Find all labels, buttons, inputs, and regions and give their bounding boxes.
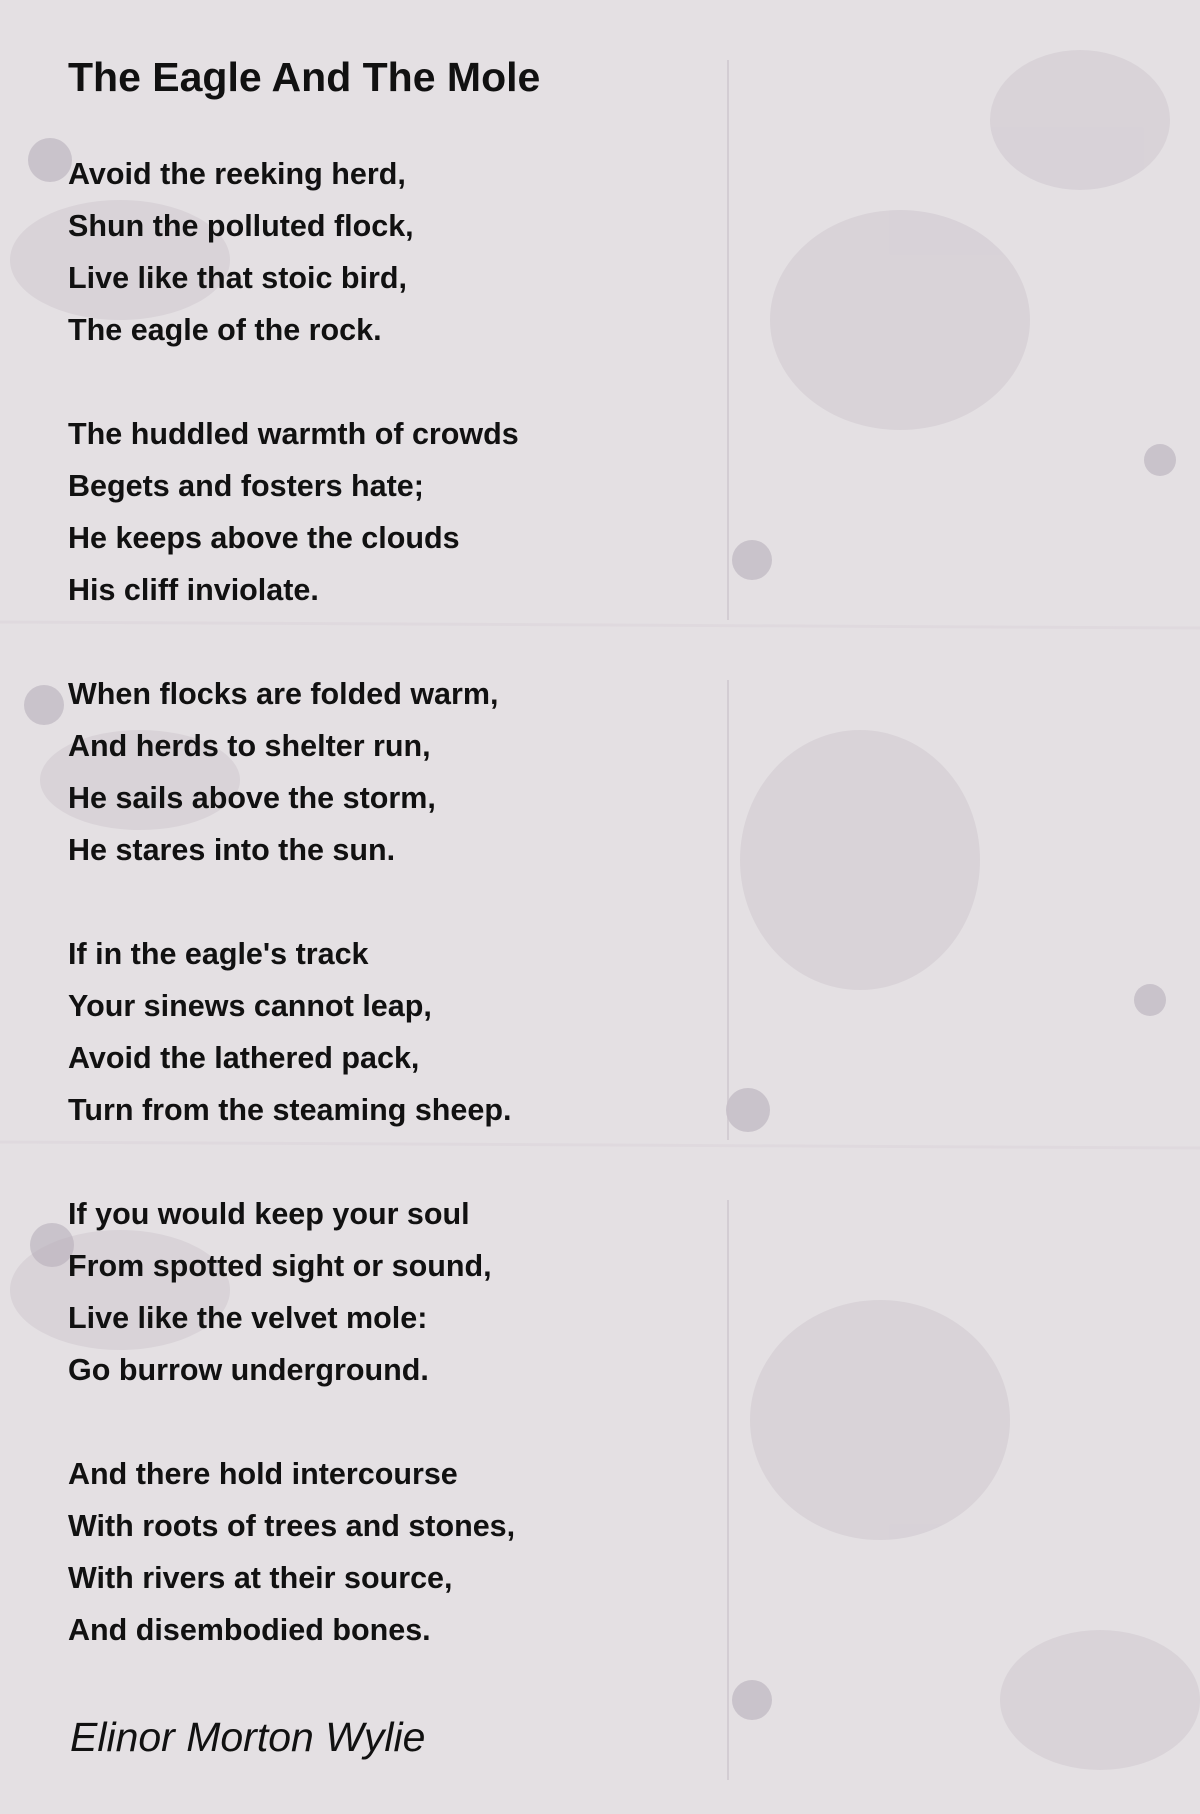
poem-line: Avoid the lathered pack, [68,1041,420,1075]
poem-line: He keeps above the clouds [68,521,460,555]
stanza [68,148,519,356]
poem-line: His cliff inviolate. [68,573,319,607]
stanza [68,928,519,1136]
stanza [68,408,519,616]
poem-line: The eagle of the rock. [68,313,382,347]
stanza [68,1188,519,1396]
poem-line: Go burrow underground. [68,1353,429,1387]
poem-line: If in the eagle's track [68,937,369,971]
poem-line: He stares into the sun. [68,833,396,867]
poem-line: If you would keep your soul [68,1197,470,1231]
poem-line: Begets and fosters hate; [68,469,424,503]
poem-line: And there hold intercourse [68,1457,458,1491]
poem-line: Turn from the steaming sheep. [68,1093,512,1127]
poem-title: The Eagle And The Mole [68,54,541,100]
poem-line: Your sinews cannot leap, [68,989,432,1023]
stanza [68,668,519,876]
poem-line: Live like the velvet mole: [68,1301,428,1335]
poem-author: Elinor Morton Wylie [70,1714,426,1760]
poem-line: Avoid the reeking herd, [68,157,406,191]
poem-line: Live like that stoic bird, [68,261,407,295]
poem-body [68,148,519,1708]
poem-line: When flocks are folded warm, [68,677,499,711]
poem-line: And disembodied bones. [68,1613,431,1647]
poem-line: With roots of trees and stones, [68,1509,516,1543]
poem-line: With rivers at their source, [68,1561,453,1595]
poem-line: Shun the polluted flock, [68,209,414,243]
poem-line: He sails above the storm, [68,781,436,815]
stanza [68,1448,519,1656]
poem-line: And herds to shelter run, [68,729,431,763]
poem-line: From spotted sight or sound, [68,1249,492,1283]
poem-line: The huddled warmth of crowds [68,417,519,451]
